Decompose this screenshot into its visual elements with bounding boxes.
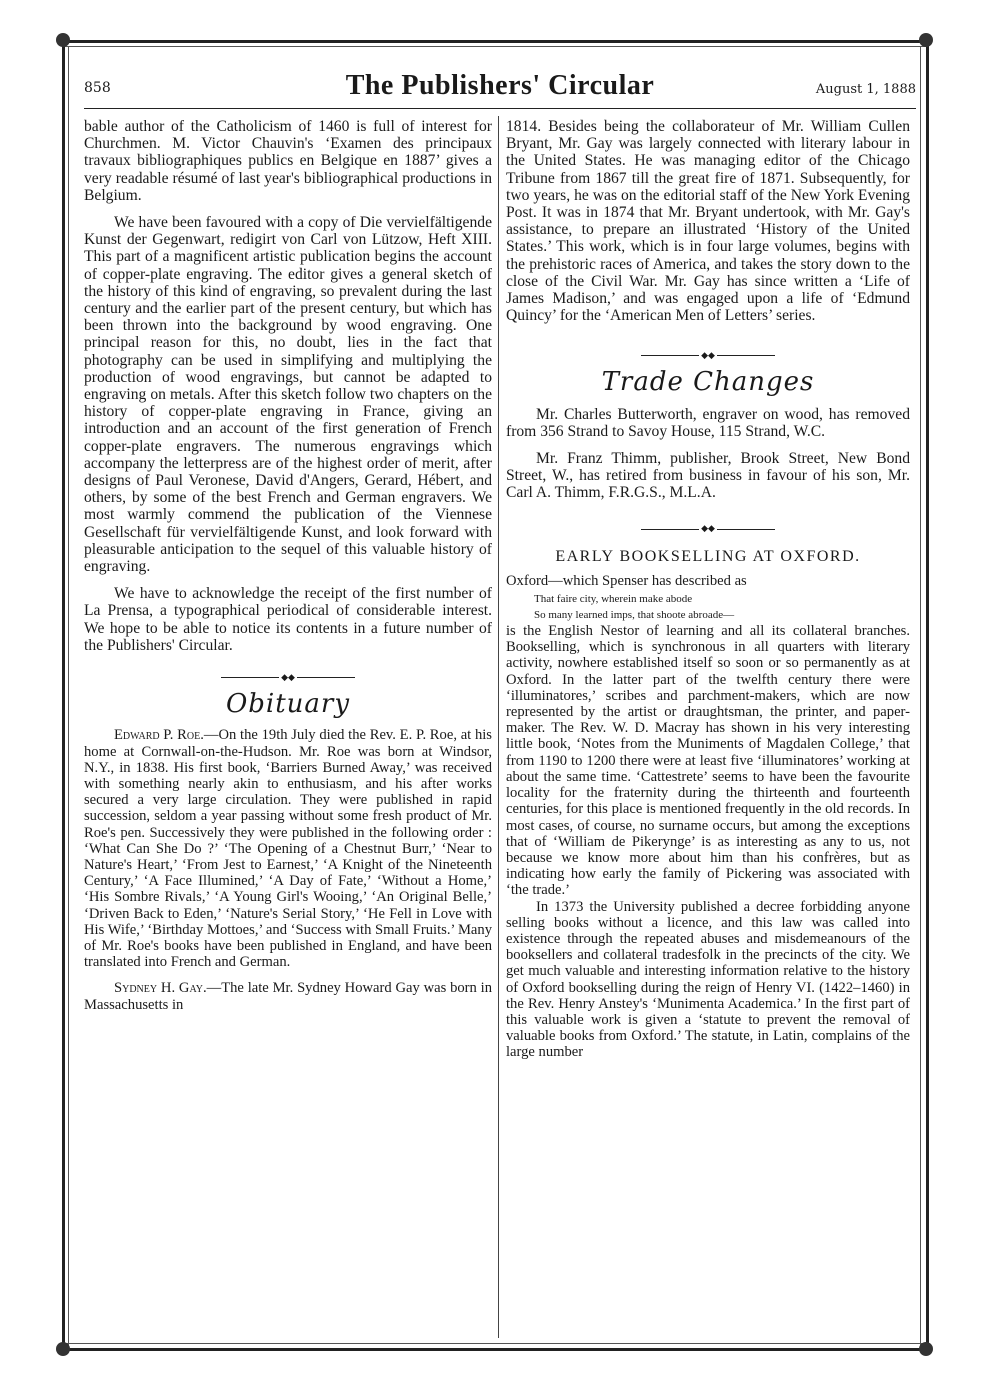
left-column: [84, 118, 492, 1013]
page-header: [84, 70, 916, 104]
diamond-ornament-icon: ◆◆: [701, 350, 715, 361]
spenser-verse-line-2: So many learned imps, that shoote abroade—: [534, 609, 735, 622]
oxford-heading: EARLY BOOKSELLING AT OXFORD.: [555, 547, 861, 565]
corner-ornament-bottom-left: [56, 1342, 70, 1356]
obituary-roe-name: Edward P. Roe.: [114, 727, 204, 744]
spenser-verse-line-1: That faire city, wherein make abode: [534, 593, 693, 606]
frame-border-left: [62, 40, 65, 1351]
section-divider: [506, 520, 910, 532]
frame-border-top: [62, 40, 927, 43]
frame-border-bottom-inner: [62, 1343, 927, 1344]
obituary-roe-text: —On the 19th July died the Rev. E. P. Roe, at his home at Cornwall-on-the-Hudson. Mr. Roe was born at Windsor, N.Y., in 1838. His first book, ‘Barriers Burned Away,’ was received with something nearly akin to enthusiasm, and his after works secured a very large circulation. They were published in rapid succession, seldom a year passing without some fresh product of Mr. Roe's pen. Successively they were published in the following order : ‘What Can She Do ?’ ‘The Opening of a Chestnut Burr,’ ‘Near to Nature's Heart,’ ‘From Jest to Earnest,’ ‘A Knight of the Nineteenth Century,’ ‘A Face Illumined,’ ‘A Day of Fate,’ ‘Without a Home,’ ‘His Sombre Rivals,’ ‘A Young Girl's Wooing,’ ‘An Original Belle,’ ‘Driven Back to Eden,’ ‘Nature's Serial Story,’ ‘He Fell in Love with His Wife,’ ‘Birthday Mottoes,’ and ‘Success with Small Fruits.’ Many of Mr. Roe's books have been published in England, and have been translated into French and German.: [84, 727, 492, 971]
obituary-gay-text: —The late Mr. Sydney Howard Gay was born in Massachusetts in: [84, 980, 492, 1013]
paragraph-catholicism: bable author of the Catholicism of 1460 is full of interest for Churchmen. M. Victor Chauvin's ‘Examen des principaux travaux bibliographiques publics en Belgique en 1887’ gives a very readable résumé of last year's bibliographical productions in Belgium.: [84, 118, 492, 204]
trade-changes-heading: Trade Changes: [601, 367, 815, 398]
trade-thimm: Mr. Franz Thimm, publisher, Brook Street, New Bond Street, W., has retired from business in favour of his son, Mr. Carl A. Thimm, F.R.G.S., M.L.A.: [506, 450, 910, 502]
corner-ornament-bottom-right: [919, 1342, 933, 1356]
trade-butterworth: Mr. Charles Butterworth, engraver on wood, has removed from 356 Strand to Savoy House, 115 Strand, W.C.: [506, 405, 910, 440]
corner-ornament-top-left: [56, 33, 70, 47]
section-divider: [506, 346, 910, 361]
section-divider: [84, 668, 492, 680]
obituary-gay-name: Sydney H. Gay.: [114, 980, 207, 997]
frame-border-right-inner: [920, 46, 921, 1348]
obituary-heading: Obituary: [225, 689, 351, 720]
oxford-paragraph-2: In 1373 the University published a decree forbidding anyone selling books without a licence, and this law was called into existence through the repeated abuses and misdemeanours of the booksellers and collateral tradesfolk in the precincts of the city. We get much valuable and interesting information relative to the history of Oxford bookselling during the reign of Henry VI. (1422–1460) in the Rev. Henry Anstey's ‘Munimenta Academica.’ In the first part of this valuable work is given a ‘statute to prevent the removal of valuable books from Oxford.’ The statute, in Latin, complains of the large number: [506, 898, 910, 1061]
diamond-ornament-icon: ◆◆: [701, 523, 715, 534]
obituary-roe: [84, 727, 492, 970]
frame-border-right: [926, 40, 929, 1351]
frame-border-bottom: [62, 1348, 927, 1351]
paragraph-gay-continued: 1814. Besides being the collaborateur of Mr. William Cullen Bryant, Mr. Gay was largely connected with literary labour in the United States. He was managing editor of the Chicago Tribune from 1867 till the great fire of 1871. Subsequently, for two years, he was on the editorial staff of the New York Evening Post. It was in 1874 that Mr. Bryant undertook, with Mr. Gay's assistance, to prepare an illustrated ‘History of the United States.’ This work, which is in four large volumes, begins with the prehistoric races of America, and takes the story down to the close of the Civil War. Mr. Gay has since written a ‘Life of James Madison,’ and was engaged upon a life of ‘Edmund Quincy’ for the ‘American Men of Letters’ series.: [506, 118, 910, 325]
right-column: [506, 118, 910, 1061]
diamond-ornament-icon: ◆◆: [281, 671, 295, 682]
corner-ornament-top-right: [919, 33, 933, 47]
issue-date: August 1, 1888: [815, 82, 916, 97]
oxford-paragraph-1: is the English Nestor of learning and all its collateral branches. Bookselling, which is synchronous in all quarters with literary activity, nowhere established itself so soon or so permanently as at Oxford. In the latter part of the twelfth century there were ‘illuminatores,’ scribes and parchment-makers, which are now represented by the artist or draughtsman, the printer, and paper-maker. The Rev. W. D. Macray has shown in his very interesting little book, ‘Notes from the Muniments of Magdalen College,’ that from 1190 to 1200 there were at least five ‘illuminatores’ working at about the same time. ‘Cattestrete’ seems to have been the favourite locality for the fraternity during the thirteenth and fourteenth centuries, for this place is mentioned frequently in the old records. In most cases, of course, no surname occurs, but among the exceptions that of ‘William de Pikerynge’ is as interesting as any to us, not because we know more about him than his confrères, but as indicating how early the family of Pickering was associated with ‘the trade.’: [506, 623, 910, 899]
column-divider: [498, 116, 499, 1338]
header-rule: [84, 108, 916, 109]
frame-border-left-inner: [68, 46, 69, 1348]
page-number: 858: [84, 80, 111, 96]
obituary-gay: [84, 980, 492, 1012]
oxford-intro: Oxford—which Spenser has described as: [506, 572, 747, 589]
paragraph-engraving-review: We have been favoured with a copy of Die vervielfältigende Kunst der Gegenwart, redigirt von Carl von Lützow, Heft XIII. This part of a magnificent artistic publication begins the account of copper-plate engraving. The editor gives a general sketch of the history of this kind of engraving, so prevalent during the last century and the earlier part of the present century, but which has been thrown into the background by wood engraving. One principal reason for this, no doubt, lies in the fact that photography can be used in simplifying and multiplying the production of wood engravings, but cannot be adapted to engraving on metals. After this sketch follow two chapters on the history of copper-plate engraving in France, giving an introduction and an account of the first generation of French copper-plate engravers. The numerous engravings which accompany the letterpress are of the highest order of merit, after designs of Paul Veronese, David d'Angers, Gerard, Hébert, and others, by some of the best French and German engravers. We most warmly commend the publication of the Viennese Gesellschaft für vervielfältigende Kunst, and look forward with pleasurable anticipation to the sequel of this valuable history of engraving.: [84, 214, 492, 576]
paragraph-la-prensa: We have to acknowledge the receipt of the first number of La Prensa, a typographical periodical of considerable interest. We hope to be able to notice its contents in a future number of the Publishers' Circular.: [84, 585, 492, 654]
frame-border-top-inner: [62, 46, 927, 47]
journal-title: The Publishers' Circular: [345, 70, 655, 101]
